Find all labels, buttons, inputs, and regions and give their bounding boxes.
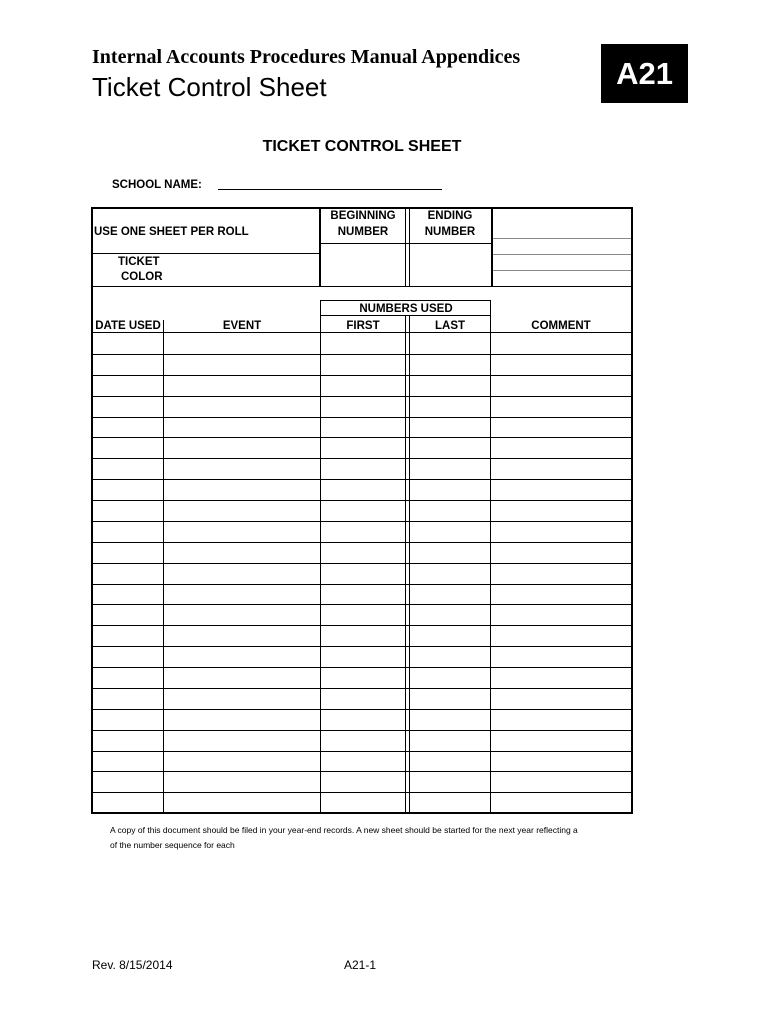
event-cell[interactable] bbox=[164, 709, 320, 729]
last-number-cell[interactable] bbox=[410, 750, 490, 770]
event-cell[interactable] bbox=[164, 333, 320, 353]
first-number-cell[interactable] bbox=[321, 709, 405, 729]
column-last: LAST bbox=[434, 320, 466, 332]
comment-cell[interactable] bbox=[491, 542, 631, 562]
table-row bbox=[0, 521, 770, 542]
date-used-cell[interactable] bbox=[93, 375, 163, 395]
first-number-cell[interactable] bbox=[321, 416, 405, 436]
table-row bbox=[0, 500, 770, 521]
first-number-cell[interactable] bbox=[321, 688, 405, 708]
last-number-cell[interactable] bbox=[410, 542, 490, 562]
comment-cell[interactable] bbox=[491, 396, 631, 416]
comment-cell[interactable] bbox=[491, 458, 631, 478]
event-cell[interactable] bbox=[164, 625, 320, 645]
date-used-cell[interactable] bbox=[93, 396, 163, 416]
first-number-cell[interactable] bbox=[321, 479, 405, 499]
first-number-cell[interactable] bbox=[321, 667, 405, 687]
date-used-cell[interactable] bbox=[93, 500, 163, 520]
event-cell[interactable] bbox=[164, 583, 320, 603]
table-row bbox=[0, 792, 770, 813]
comment-cell[interactable] bbox=[491, 771, 631, 791]
date-used-cell[interactable] bbox=[93, 437, 163, 457]
comment-cell[interactable] bbox=[491, 333, 631, 353]
date-used-cell[interactable] bbox=[93, 458, 163, 478]
first-number-cell[interactable] bbox=[321, 604, 405, 624]
numbers-used-label: NUMBERS USED bbox=[359, 303, 453, 315]
table-row bbox=[0, 416, 770, 437]
event-cell[interactable] bbox=[164, 479, 320, 499]
date-used-cell[interactable] bbox=[93, 521, 163, 541]
date-used-cell[interactable] bbox=[93, 771, 163, 791]
beginning-number-field[interactable] bbox=[321, 244, 405, 286]
comment-cell[interactable] bbox=[491, 479, 631, 499]
last-number-cell[interactable] bbox=[410, 730, 490, 750]
date-used-cell[interactable] bbox=[93, 563, 163, 583]
last-number-cell[interactable] bbox=[410, 604, 490, 624]
table-row bbox=[0, 709, 770, 730]
comment-cell[interactable] bbox=[491, 500, 631, 520]
column-event: EVENT bbox=[222, 320, 262, 332]
table-row bbox=[0, 771, 770, 792]
event-cell[interactable] bbox=[164, 396, 320, 416]
first-number-cell[interactable] bbox=[321, 396, 405, 416]
first-number-cell[interactable] bbox=[321, 792, 405, 812]
event-cell[interactable] bbox=[164, 646, 320, 666]
table-row bbox=[0, 604, 770, 625]
last-number-cell[interactable] bbox=[410, 583, 490, 603]
date-used-cell[interactable] bbox=[93, 542, 163, 562]
first-number-cell[interactable] bbox=[321, 458, 405, 478]
comment-cell[interactable] bbox=[491, 646, 631, 666]
table-row bbox=[0, 750, 770, 771]
event-cell[interactable] bbox=[164, 458, 320, 478]
first-number-cell[interactable] bbox=[321, 542, 405, 562]
date-used-cell[interactable] bbox=[93, 625, 163, 645]
page-number: A21-1 bbox=[344, 958, 377, 972]
table-row bbox=[0, 354, 770, 375]
appendix-badge: A21 bbox=[601, 44, 688, 103]
date-used-cell[interactable] bbox=[93, 333, 163, 353]
comment-cell[interactable] bbox=[491, 437, 631, 457]
last-number-cell[interactable] bbox=[410, 416, 490, 436]
table-row bbox=[0, 437, 770, 458]
table-row bbox=[0, 730, 770, 751]
comment-cell[interactable] bbox=[491, 563, 631, 583]
table-row bbox=[0, 667, 770, 688]
use-one-sheet-note: USE ONE SHEET PER ROLL bbox=[94, 226, 249, 238]
school-name-label: SCHOOL NAME: bbox=[112, 179, 202, 191]
date-used-cell[interactable] bbox=[93, 667, 163, 687]
comment-cell[interactable] bbox=[491, 688, 631, 708]
table-row bbox=[0, 396, 770, 417]
school-name-field[interactable] bbox=[218, 189, 442, 190]
first-number-cell[interactable] bbox=[321, 333, 405, 353]
date-used-cell[interactable] bbox=[93, 750, 163, 770]
comment-cell[interactable] bbox=[491, 667, 631, 687]
comment-cell[interactable] bbox=[491, 730, 631, 750]
first-number-cell[interactable] bbox=[321, 354, 405, 374]
filing-note-line2: of the number sequence for each bbox=[110, 840, 235, 850]
ticket-color-label-line2: COLOR bbox=[121, 271, 163, 283]
first-number-cell[interactable] bbox=[321, 375, 405, 395]
column-comment: COMMENT bbox=[531, 320, 591, 332]
date-used-cell[interactable] bbox=[93, 583, 163, 603]
event-cell[interactable] bbox=[164, 354, 320, 374]
date-used-cell[interactable] bbox=[93, 479, 163, 499]
event-cell[interactable] bbox=[164, 730, 320, 750]
table-row bbox=[0, 333, 770, 354]
first-number-cell[interactable] bbox=[321, 646, 405, 666]
date-used-cell[interactable] bbox=[93, 792, 163, 812]
event-cell[interactable] bbox=[164, 667, 320, 687]
last-number-cell[interactable] bbox=[410, 396, 490, 416]
comment-cell[interactable] bbox=[491, 792, 631, 812]
first-number-cell[interactable] bbox=[321, 583, 405, 603]
filing-note-line1: A copy of this document should be filed in your year-end records. A new sheet should be started for the next year reflecting a bbox=[110, 825, 578, 835]
first-number-cell[interactable] bbox=[321, 730, 405, 750]
comment-cell[interactable] bbox=[491, 375, 631, 395]
last-number-cell[interactable] bbox=[410, 354, 490, 374]
manual-title: Internal Accounts Procedures Manual Appendices bbox=[92, 46, 521, 68]
event-cell[interactable] bbox=[164, 416, 320, 436]
table-row bbox=[0, 479, 770, 500]
last-number-cell[interactable] bbox=[410, 437, 490, 457]
table-row bbox=[0, 375, 770, 396]
date-used-cell[interactable] bbox=[93, 709, 163, 729]
first-number-cell[interactable] bbox=[321, 500, 405, 520]
first-number-cell[interactable] bbox=[321, 437, 405, 457]
comment-cell[interactable] bbox=[491, 625, 631, 645]
last-number-cell[interactable] bbox=[410, 688, 490, 708]
table-row bbox=[0, 688, 770, 709]
last-number-cell[interactable] bbox=[410, 667, 490, 687]
first-number-cell[interactable] bbox=[321, 625, 405, 645]
ticket-color-field[interactable] bbox=[162, 255, 319, 286]
table-row bbox=[0, 646, 770, 667]
event-cell[interactable] bbox=[164, 437, 320, 457]
comment-cell[interactable] bbox=[491, 354, 631, 374]
event-cell[interactable] bbox=[164, 688, 320, 708]
event-cell[interactable] bbox=[164, 542, 320, 562]
form-title: TICKET CONTROL SHEET bbox=[262, 138, 462, 155]
event-cell[interactable] bbox=[164, 792, 320, 812]
last-number-cell[interactable] bbox=[410, 563, 490, 583]
last-number-cell[interactable] bbox=[410, 479, 490, 499]
date-used-cell[interactable] bbox=[93, 416, 163, 436]
last-number-cell[interactable] bbox=[410, 458, 490, 478]
table-row bbox=[0, 583, 770, 604]
event-cell[interactable] bbox=[164, 563, 320, 583]
date-used-cell[interactable] bbox=[93, 730, 163, 750]
event-cell[interactable] bbox=[164, 500, 320, 520]
first-number-cell[interactable] bbox=[321, 771, 405, 791]
table-row bbox=[0, 625, 770, 646]
event-cell[interactable] bbox=[164, 771, 320, 791]
last-number-cell[interactable] bbox=[410, 792, 490, 812]
last-number-cell[interactable] bbox=[410, 521, 490, 541]
comment-cell[interactable] bbox=[491, 416, 631, 436]
event-cell[interactable] bbox=[164, 521, 320, 541]
last-number-cell[interactable] bbox=[410, 771, 490, 791]
comment-cell[interactable] bbox=[491, 521, 631, 541]
date-used-cell[interactable] bbox=[93, 646, 163, 666]
last-number-cell[interactable] bbox=[410, 646, 490, 666]
last-number-cell[interactable] bbox=[410, 625, 490, 645]
first-number-cell[interactable] bbox=[321, 750, 405, 770]
comment-cell[interactable] bbox=[491, 750, 631, 770]
ending-label-line1: ENDING bbox=[427, 210, 473, 222]
date-used-cell[interactable] bbox=[93, 688, 163, 708]
comment-cell[interactable] bbox=[491, 583, 631, 603]
ending-label-line2: NUMBER bbox=[424, 226, 476, 238]
beginning-label-line1: BEGINNING bbox=[330, 210, 396, 222]
column-date-used: DATE USED bbox=[95, 320, 161, 332]
beginning-label-line2: NUMBER bbox=[337, 226, 389, 238]
ticket-color-label-line1: TICKET bbox=[118, 256, 160, 268]
table-row bbox=[0, 542, 770, 563]
column-first: FIRST bbox=[346, 320, 380, 332]
comment-cell[interactable] bbox=[491, 604, 631, 624]
date-used-cell[interactable] bbox=[93, 354, 163, 374]
event-cell[interactable] bbox=[164, 604, 320, 624]
first-number-cell[interactable] bbox=[321, 521, 405, 541]
last-number-cell[interactable] bbox=[410, 375, 490, 395]
date-used-cell[interactable] bbox=[93, 604, 163, 624]
revision-date: Rev. 8/15/2014 bbox=[92, 958, 173, 972]
sheet-title: Ticket Control Sheet bbox=[92, 72, 327, 102]
comment-cell[interactable] bbox=[491, 709, 631, 729]
last-number-cell[interactable] bbox=[410, 333, 490, 353]
ending-number-field[interactable] bbox=[410, 244, 491, 286]
last-number-cell[interactable] bbox=[410, 709, 490, 729]
table-row bbox=[0, 563, 770, 584]
last-number-cell[interactable] bbox=[410, 500, 490, 520]
event-cell[interactable] bbox=[164, 750, 320, 770]
table-row bbox=[0, 458, 770, 479]
event-cell[interactable] bbox=[164, 375, 320, 395]
first-number-cell[interactable] bbox=[321, 563, 405, 583]
